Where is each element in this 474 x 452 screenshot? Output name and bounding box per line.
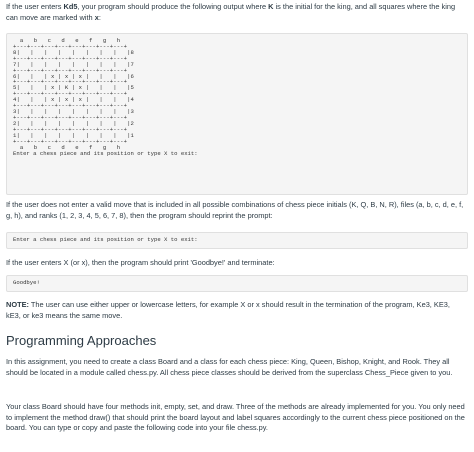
goodbye-block — [6, 275, 468, 292]
board-line: 7| | | | | | | | |7 — [13, 60, 134, 68]
board-line: 3| | | | | | | | |3 — [13, 108, 134, 116]
intro-paragraph — [6, 2, 466, 23]
intro-colon: : — [98, 12, 101, 22]
board-line: +---+---+---+---+---+---+---+---+ — [13, 78, 128, 86]
intro-text-3: is the initial for the king, and all squares where the king can move are marked with — [6, 2, 456, 22]
board-line: 4| | | x | x | x | | | |4 — [13, 96, 134, 104]
board-line: +---+---+---+---+---+---+---+---+ — [13, 66, 128, 74]
goodbye-text: Goodbye! — [13, 279, 40, 286]
intro-text-1: If the user enters — [6, 2, 64, 11]
approach-paragraph-1: In this assignment, you need to create a class Board and a class for each chess piece: King, Queen, Bishop, Knight, and Rook. They all should be located in a module called chess.py. All chess piece classes should be derived from the superclass Chess_Piece given to you. — [6, 357, 453, 377]
board-output-block — [6, 33, 468, 195]
intro-king-letter: K — [268, 2, 274, 11]
board-diagram — [7, 34, 467, 151]
board-line: a b c d e f g h — [13, 37, 121, 44]
board-line: +---+---+---+---+---+---+---+---+ — [13, 137, 128, 145]
intro-text-2: , your program should produce the following output where — [77, 2, 269, 11]
board-line: +---+---+---+---+---+---+---+---+ — [13, 125, 128, 133]
board-line: +---+---+---+---+---+---+---+---+ — [13, 42, 128, 50]
approach-paragraph-2: Your class Board should have four methods init, empty, set, and draw. Three of the methods are already implemented for you. You only need to implement the method draw() that should print the board layout and label squares accordingly to the current chess piece positioned on the board. You can type or copy and paste the following code into your file chess.py. — [6, 402, 465, 433]
board-line: 8| | | | | | | | |8 — [13, 48, 134, 56]
note-text: The user can use either upper or lowercase letters, for example X or x should result in the termination of the program, Ke3, KE3, kE3, or ke3 means the same move. — [6, 300, 450, 320]
board-line: +---+---+---+---+---+---+---+---+ — [13, 54, 128, 62]
board-line: 6| | | x | x | x | | | |6 — [13, 72, 134, 80]
board-line: +---+---+---+---+---+---+---+---+ — [13, 113, 128, 121]
board-line: 2| | | | | | | | |2 — [13, 119, 134, 127]
board-line: 5| | | x | K | x | | | |5 — [13, 84, 134, 92]
intro-mark: x — [94, 12, 99, 22]
invalid-input-paragraph: If the user does not enter a valid move that is included in all possible combinations of chess piece initials (K, Q, B, N, R), files (a, b, c, d, e, f, g, h), and ranks (1, 2, 3, 4, 5, 6, 7, 8), then the program should reprint the prompt: — [6, 200, 464, 220]
note-paragraph — [6, 300, 466, 321]
board-line: a b c d e f g h — [13, 143, 121, 151]
reprint-prompt-text: Enter a chess piece and its position or type X to exit: — [13, 236, 198, 243]
intro-command: Kd5 — [63, 2, 78, 11]
note-label: NOTE: — [6, 300, 29, 309]
section-title: Programming Approaches — [6, 333, 157, 348]
exit-paragraph: If the user enters X (or x), then the program should print 'Goodbye!' and terminate: — [6, 258, 275, 267]
board-prompt: Enter a chess piece and its position or type X to exit: — [13, 149, 198, 157]
board-line: +---+---+---+---+---+---+---+---+ — [13, 90, 128, 98]
reprint-prompt-block — [6, 232, 468, 249]
board-line: 1| | | | | | | | |1 — [13, 131, 134, 139]
board-line: +---+---+---+---+---+---+---+---+ — [13, 102, 128, 110]
